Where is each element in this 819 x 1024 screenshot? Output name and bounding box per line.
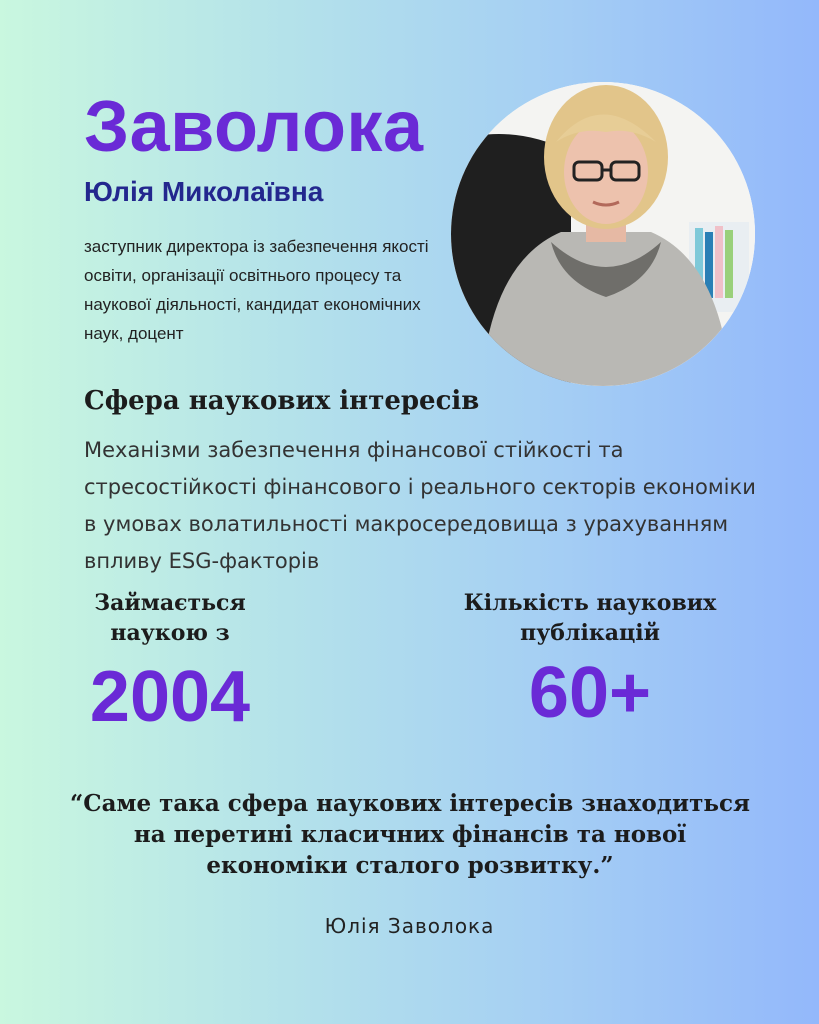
interests-title: Сфера наукових інтересів bbox=[84, 386, 480, 416]
position-description: заступник директора із забезпечення якості освіти, організації освітнього процесу та наукової діяльності, кандидат економічних наук, доцент bbox=[84, 237, 429, 343]
science-since-value: 2004 bbox=[89, 657, 251, 737]
publications-label: Кількість наукових публікацій bbox=[463, 590, 717, 646]
portrait-photo bbox=[451, 82, 755, 386]
quote-text: “Саме така сфера наукових інтересів знаходиться на перетині класичних фінансів та нової економіки сталого розвитку.” bbox=[70, 790, 750, 879]
interests-text: Механізми забезпечення фінансової стійкості та стресостійкості фінансового і реального секторів економіки в умовах волатильності макросередовища з урахуванням впливу ESG-факторів bbox=[84, 438, 756, 573]
quote-author: Юлія Заволока bbox=[324, 914, 495, 938]
given-names: Юлія Миколаївна bbox=[84, 176, 324, 207]
surname-title: Заволока bbox=[84, 87, 424, 167]
publications-value: 60+ bbox=[528, 653, 652, 733]
science-since-label: Займається наукою з bbox=[94, 590, 246, 646]
